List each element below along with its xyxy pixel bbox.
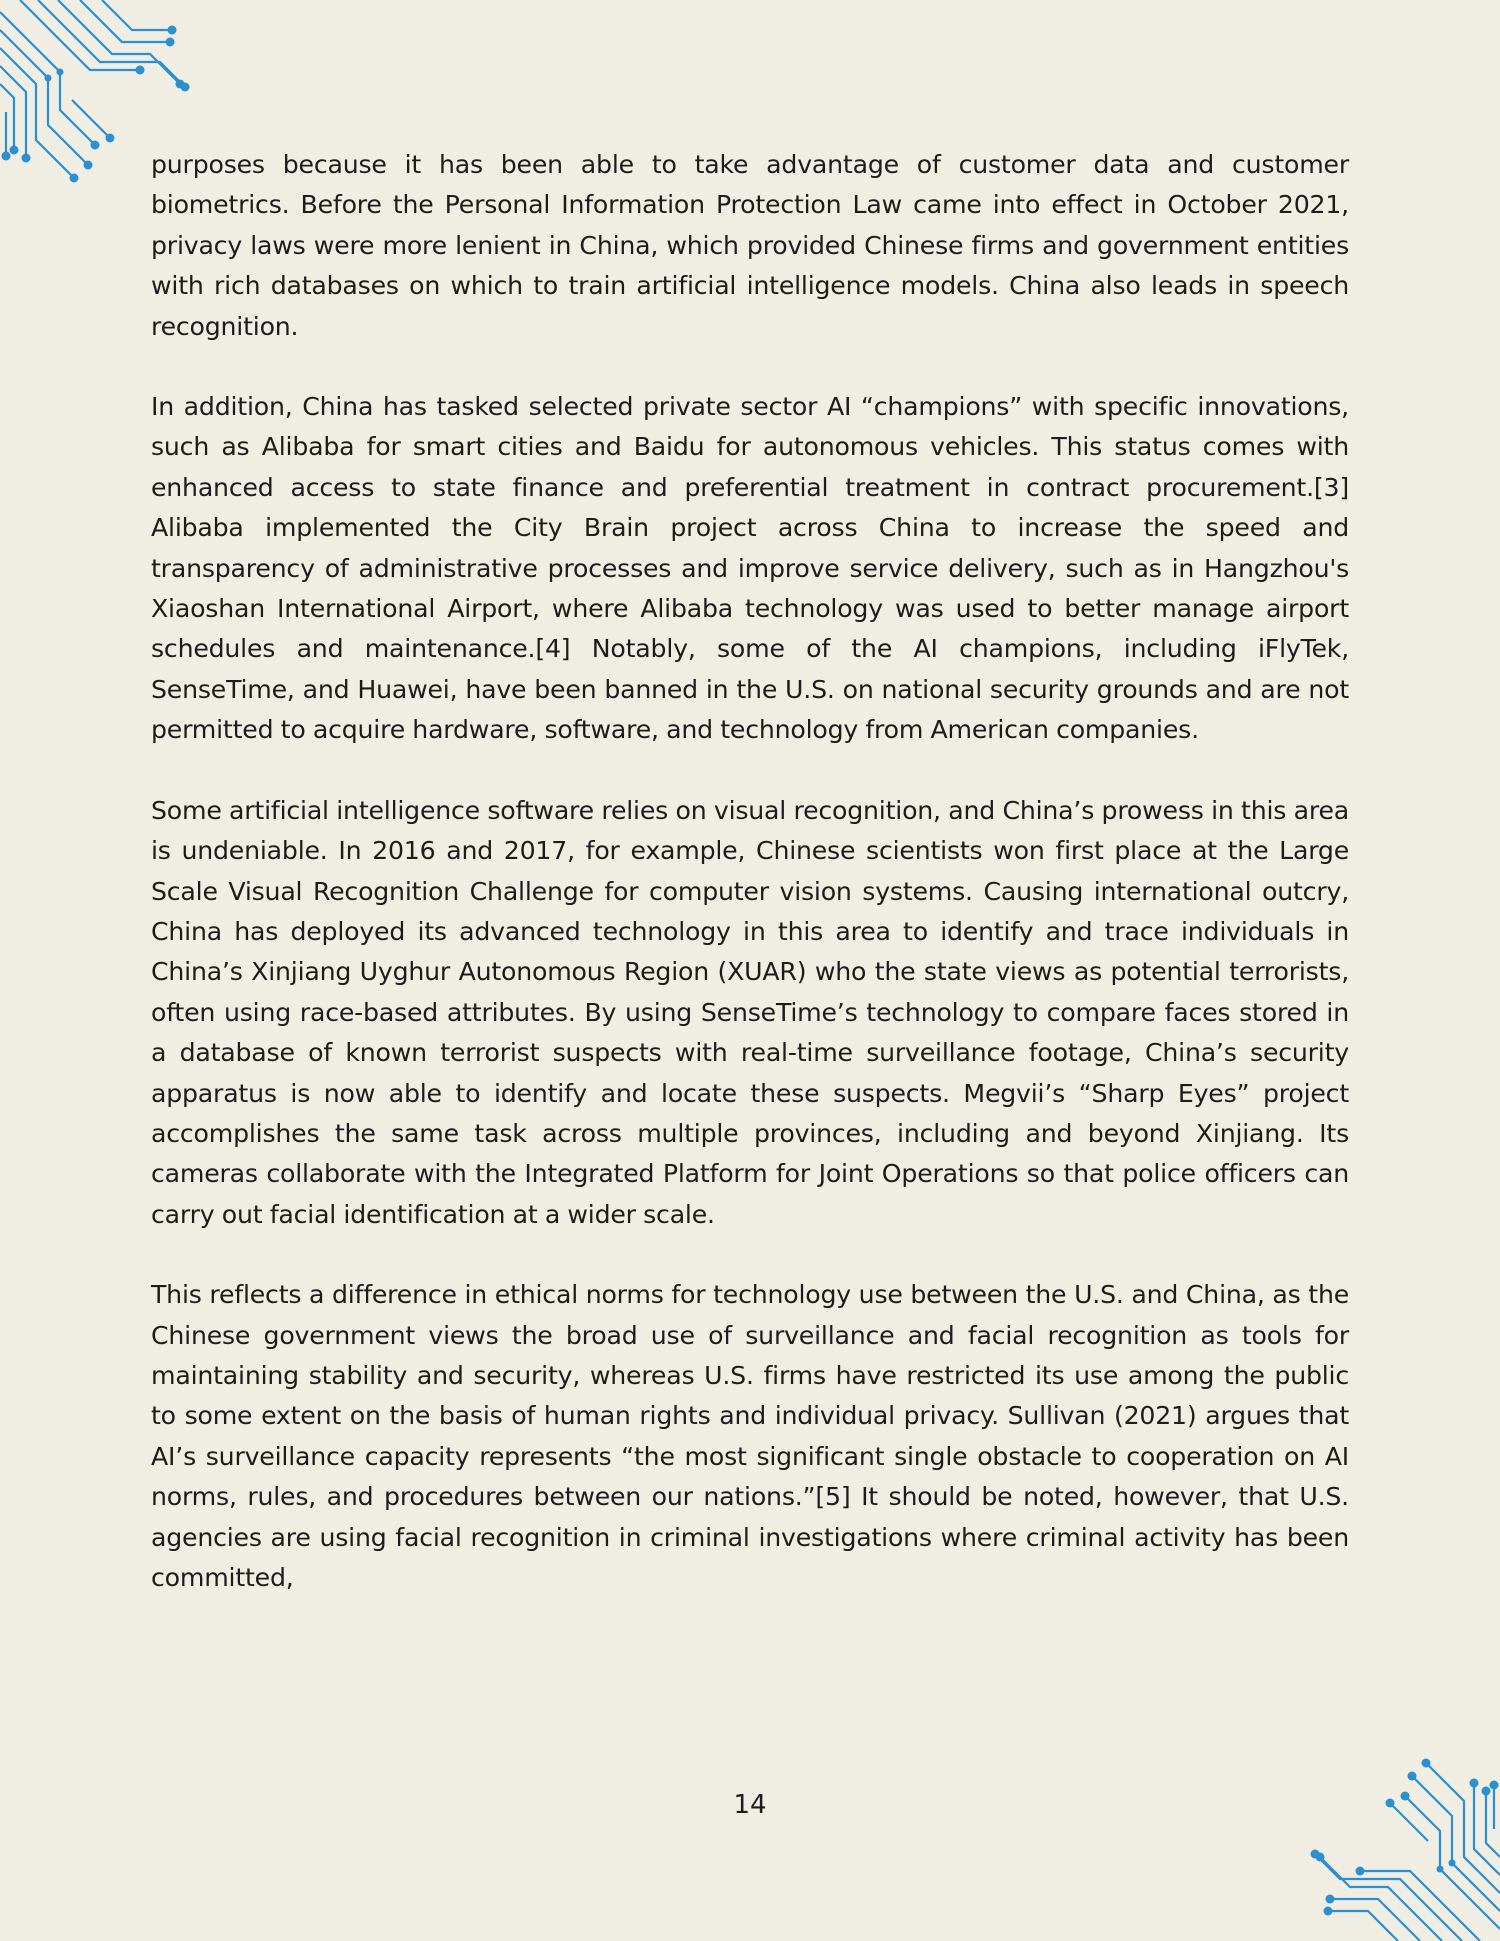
paragraph-3: Some artificial intelligence software relies on visual recognition, and China’s prowess in this area is undeniable. In 2016 and 2017, for example, Chinese scientists won first place at the Large Scale Visual Recognition Challenge for computer vision systems. Causing international outcry, China has deployed its advanced technology in this area to identify and trace individuals in China’s Xinjiang Uyghur Autonomous Region (XUAR) who the state views as potential terrorists, often using race-based attributes. By using SenseTime’s technology to compare faces stored in a database of known terrorist suspects with real-time surveillance footage, China’s security apparatus is now able to identify and locate these suspects. Megvii’s “Sharp Eyes” project accomplishes the same task across multiple provinces, including and beyond Xinjiang. Its cameras collaborate with the Integrated Platform for Joint Operations so that police officers can carry out facial identification at a wider scale. bbox=[151, 795, 1349, 1229]
page-number: 14 bbox=[733, 1790, 767, 1820]
paragraph-2: In addition, China has tasked selected private sector AI “champions” with specific innovations, such as Alibaba for smart cities and Baidu for autonomous vehicles. This status comes with enhanced access to state finance and preferential treatment in contract procurement.[3] Alibaba implemented the City Brain project across China to increase the speed and transparency of administrative processes and improve service delivery, such as in Hangzhou's Xiaoshan International Airport, where Alibaba technology was used to better manage airport schedules and maintenance.[4] Notably, some of the AI champions, including iFlyTek, SenseTime, and Huawei, have been banned in the U.S. on national security grounds and are not permitted to acquire hardware, software, and technology from American companies. bbox=[151, 392, 1349, 745]
paragraph-1: purposes because it has been able to take advantage of customer data and customer biometrics. Before the Personal Information Protection Law came into effect in October 2021, privacy laws were more lenient in China, which provided Chinese firms and government entities with rich databases on which to train artificial intelligence models. China also leads in speech recognition. bbox=[151, 150, 1349, 341]
circuit-decoration-bottom-right bbox=[1300, 1741, 1500, 1941]
document-body bbox=[151, 145, 1349, 1638]
paragraph-4: This reflects a difference in ethical norms for technology use between the U.S. and China, as the Chinese government views the broad use of surveillance and facial recognition as tools for maintaining stability and security, whereas U.S. firms have restricted its use among the public to some extent on the basis of human rights and individual privacy. Sullivan (2021) argues that AI’s surveillance capacity represents “the most significant single obstacle to cooperation on AI norms, rules, and procedures between our nations.”[5] It should be noted, however, that U.S. agencies are using facial recognition in criminal investigations where criminal activity has been committed, bbox=[151, 1280, 1349, 1592]
